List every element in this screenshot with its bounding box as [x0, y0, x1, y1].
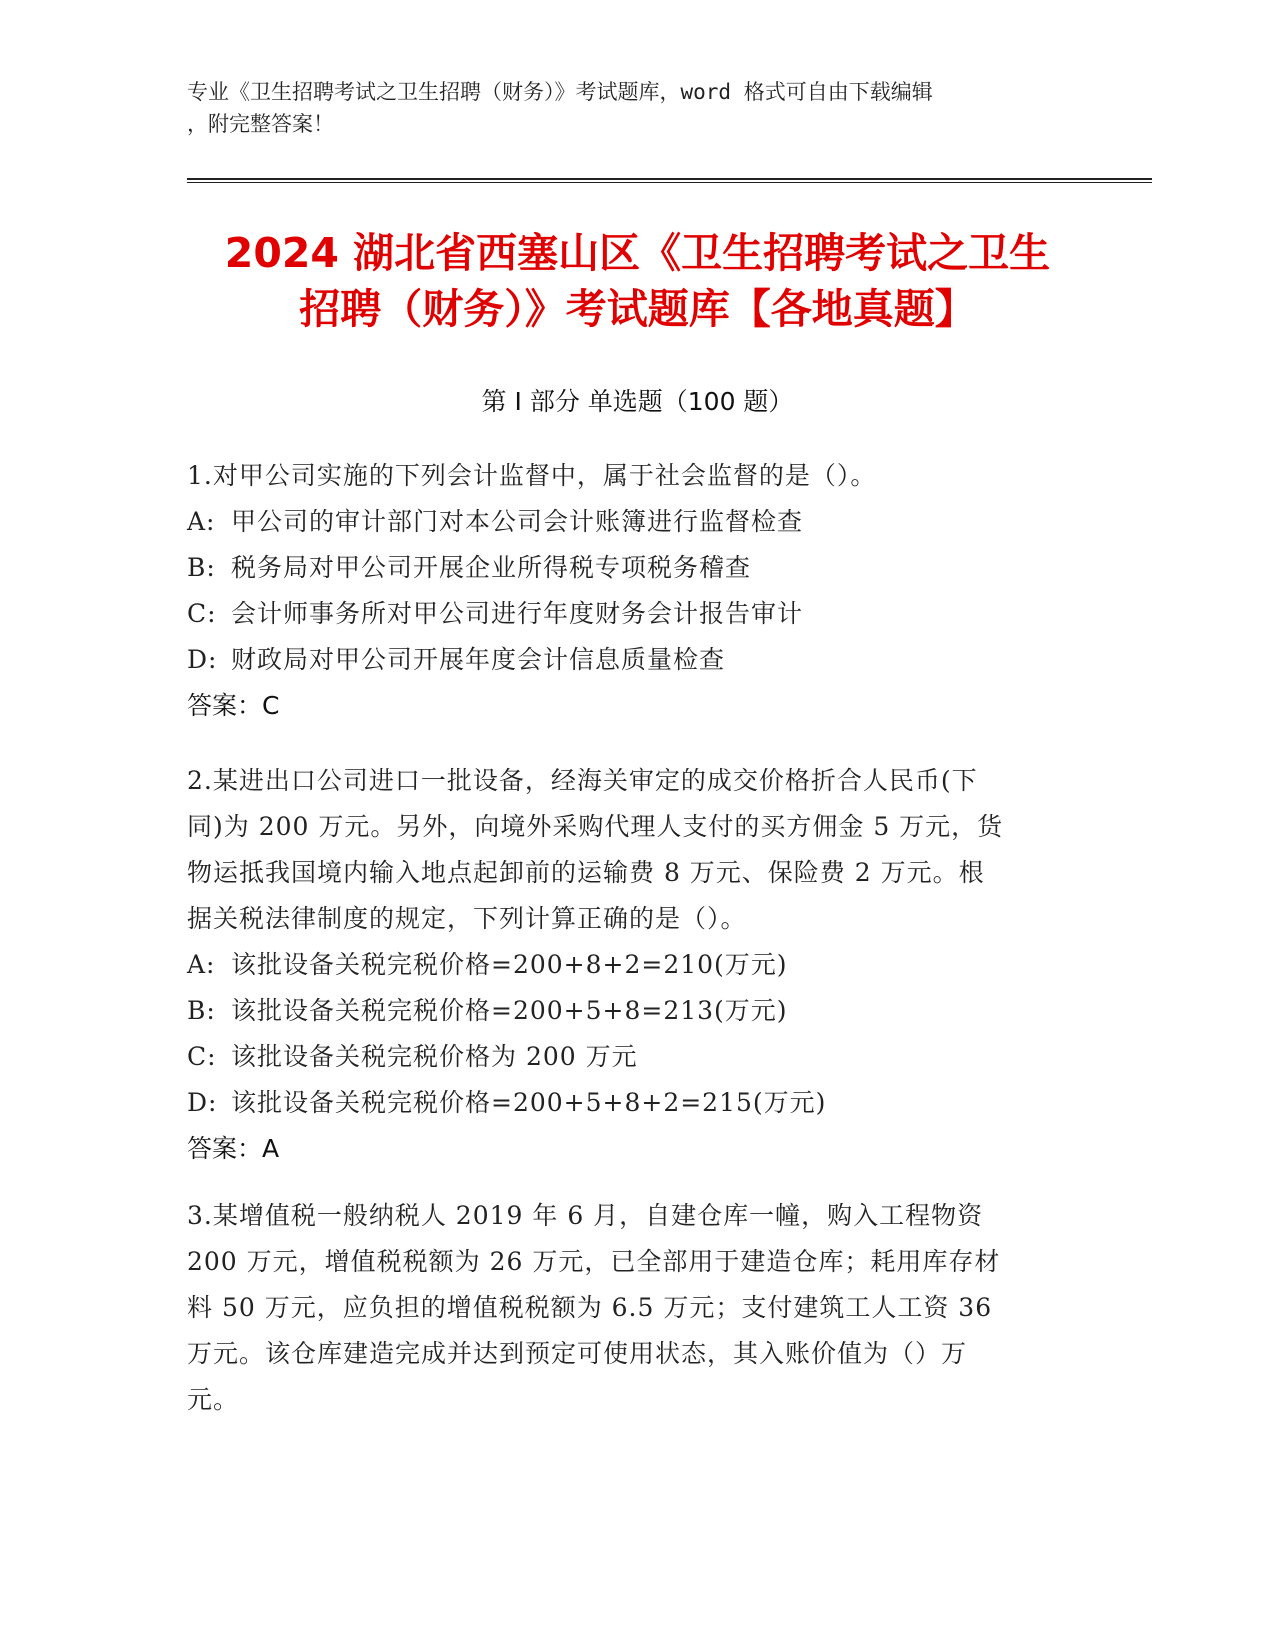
option-key: A: [187, 507, 216, 536]
option-key: B: [187, 553, 216, 582]
option-text: 该批设备关税完税价格为 200 万元 [231, 1042, 638, 1071]
section-title: 第 I 部分 单选题（100 题） [481, 387, 794, 416]
option-key: D: [187, 645, 218, 674]
option-key: B: [187, 996, 216, 1025]
answer: 答案：A [187, 1134, 280, 1163]
option-key: A: [187, 950, 216, 979]
question-text-line-3: 料 50 万元，应负担的增值税税额为 6.5 万元；支付建筑工人工资 36 [187, 1293, 993, 1322]
option-text: 甲公司的审计部门对本公司会计账簿进行监督检查 [231, 507, 804, 536]
option-d [187, 1080, 1067, 1126]
question-text-line-1: 3.某增值税一般纳税人 2019 年 6 月，自建仓库一幢，购入工程物资 [187, 1201, 984, 1230]
option-text: 该批设备关税完税价格=200+5+8=213(万元) [231, 996, 788, 1025]
option-c [187, 1034, 1067, 1080]
question-text-line-2: 200 万元，增值税税额为 26 万元，已全部用于建造仓库；耗用库存材 [187, 1247, 1001, 1276]
question-text-line-3: 物运抵我国境内输入地点起卸前的运输费 8 万元、保险费 2 万元。根 [187, 858, 985, 887]
question-text: 1.对甲公司实施的下列会计监督中，属于社会监督的是（）。 [187, 461, 877, 490]
option-text: 该批设备关税完税价格=200+5+8+2=215(万元) [231, 1088, 827, 1117]
document-title-line-1: 2024 湖北省西塞山区《卫生招聘考试之卫生 [224, 229, 1051, 277]
question-2 [187, 758, 1067, 1172]
option-key: D: [187, 1088, 218, 1117]
header-note [187, 76, 1067, 140]
question-text-line-4: 据关税法律制度的规定，下列计算正确的是（）。 [187, 904, 747, 933]
question-text-line-1: 2.某进出口公司进口一批设备，经海关审定的成交价格折合人民币(下 [187, 766, 978, 795]
document-title [150, 225, 1125, 337]
question-text-line-2: 同)为 200 万元。另外，向境外采购代理人支付的买方佣金 5 万元，货 [187, 812, 1004, 841]
option-b [187, 545, 1067, 591]
option-text: 会计师事务所对甲公司进行年度财务会计报告审计 [231, 599, 804, 628]
question-1 [187, 453, 1067, 729]
option-text: 财政局对甲公司开展年度会计信息质量检查 [231, 645, 726, 674]
question-text-line-5: 元。 [187, 1385, 240, 1414]
option-a [187, 942, 1067, 988]
option-text: 税务局对甲公司开展企业所得税专项税务稽查 [231, 553, 752, 582]
question-text-line-4: 万元。该仓库建造完成并达到预定可使用状态，其入账价值为（）万 [187, 1339, 968, 1368]
header-divider [187, 178, 1152, 183]
option-text: 该批设备关税完税价格=200+8+2=210(万元) [231, 950, 788, 979]
option-d [187, 637, 1067, 683]
option-a [187, 499, 1067, 545]
option-c [187, 591, 1067, 637]
option-key: C: [187, 1042, 217, 1071]
document-title-line-2: 招聘（财务）》考试题库【各地真题】 [299, 285, 976, 333]
header-note-line-2: ，附完整答案！ [187, 112, 334, 136]
header-note-line-1: 专业《卫生招聘考试之卫生招聘（财务）》考试题库，word 格式可自由下载编辑 [187, 80, 933, 104]
option-key: C: [187, 599, 217, 628]
answer: 答案：C [187, 691, 280, 720]
option-b [187, 988, 1067, 1034]
question-3 [187, 1193, 1067, 1423]
